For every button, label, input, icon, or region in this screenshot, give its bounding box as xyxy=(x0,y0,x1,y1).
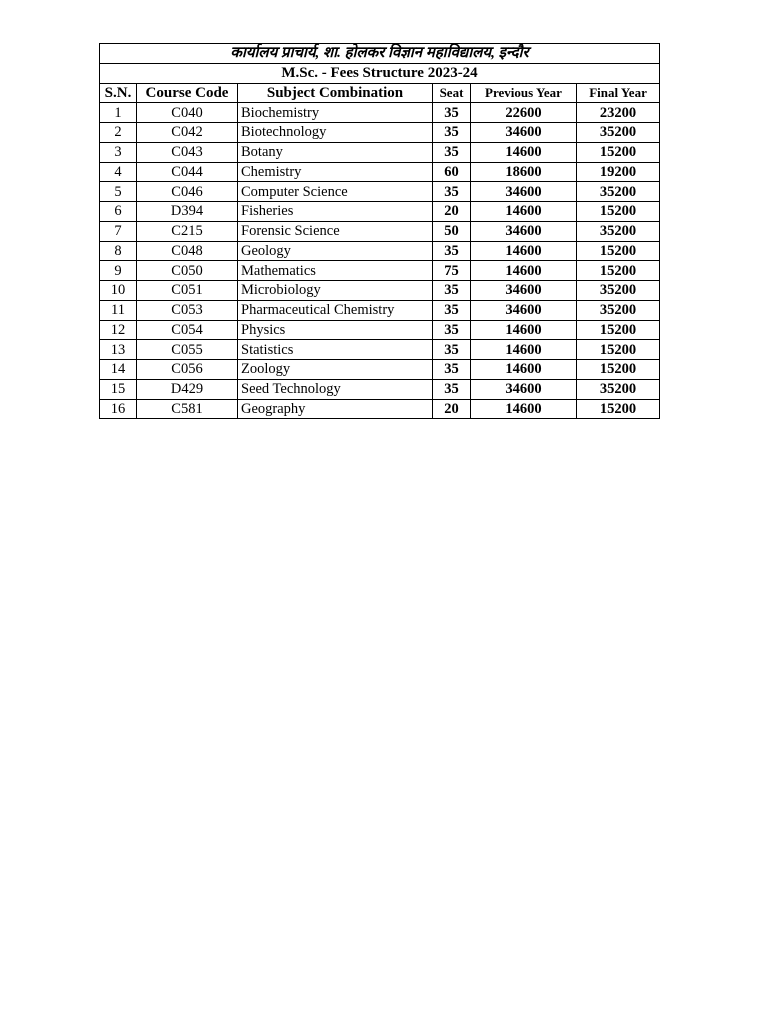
subtitle-row xyxy=(100,63,660,83)
cell-subject: Zoology xyxy=(238,360,433,380)
cell-subject: Chemistry xyxy=(238,162,433,182)
cell-course-code: C581 xyxy=(137,399,238,419)
cell-sn: 10 xyxy=(100,281,137,301)
cell-subject: Botany xyxy=(238,142,433,162)
cell-course-code: C215 xyxy=(137,221,238,241)
cell-final-year-fee: 35200 xyxy=(577,221,660,241)
cell-final-year-fee: 35200 xyxy=(577,182,660,202)
cell-final-year-fee: 23200 xyxy=(577,103,660,123)
cell-seat: 35 xyxy=(433,281,471,301)
header-final-year: Final Year xyxy=(577,83,660,103)
header-row xyxy=(100,83,660,103)
header-sn: S.N. xyxy=(100,83,137,103)
cell-final-year-fee: 15200 xyxy=(577,142,660,162)
cell-seat: 35 xyxy=(433,360,471,380)
table-row xyxy=(100,300,660,320)
cell-previous-year-fee: 34600 xyxy=(471,281,577,301)
cell-previous-year-fee: 14600 xyxy=(471,142,577,162)
cell-subject: Fisheries xyxy=(238,202,433,222)
cell-seat: 35 xyxy=(433,182,471,202)
table-row xyxy=(100,162,660,182)
cell-final-year-fee: 35200 xyxy=(577,379,660,399)
cell-sn: 13 xyxy=(100,340,137,360)
cell-sn: 9 xyxy=(100,261,137,281)
cell-seat: 35 xyxy=(433,340,471,360)
cell-final-year-fee: 15200 xyxy=(577,261,660,281)
fees-structure-heading: M.Sc. - Fees Structure 2023-24 xyxy=(100,63,660,83)
table-row xyxy=(100,281,660,301)
table-row xyxy=(100,379,660,399)
cell-subject: Forensic Science xyxy=(238,221,433,241)
cell-subject: Seed Technology xyxy=(238,379,433,399)
cell-seat: 60 xyxy=(433,162,471,182)
cell-course-code: C053 xyxy=(137,300,238,320)
cell-subject: Pharmaceutical Chemistry xyxy=(238,300,433,320)
cell-seat: 20 xyxy=(433,202,471,222)
table-row xyxy=(100,360,660,380)
cell-final-year-fee: 15200 xyxy=(577,320,660,340)
header-subject-combination: Subject Combination xyxy=(238,83,433,103)
header-course-code: Course Code xyxy=(137,83,238,103)
cell-seat: 35 xyxy=(433,300,471,320)
title-row xyxy=(100,44,660,64)
cell-seat: 20 xyxy=(433,399,471,419)
cell-seat: 35 xyxy=(433,142,471,162)
cell-seat: 35 xyxy=(433,379,471,399)
cell-sn: 6 xyxy=(100,202,137,222)
table-row xyxy=(100,340,660,360)
header-previous-year: Previous Year xyxy=(471,83,577,103)
cell-final-year-fee: 15200 xyxy=(577,202,660,222)
cell-previous-year-fee: 34600 xyxy=(471,221,577,241)
table-body xyxy=(100,103,660,419)
table-row xyxy=(100,261,660,281)
cell-sn: 16 xyxy=(100,399,137,419)
cell-previous-year-fee: 34600 xyxy=(471,300,577,320)
cell-sn: 3 xyxy=(100,142,137,162)
cell-course-code: C042 xyxy=(137,123,238,143)
cell-sn: 1 xyxy=(100,103,137,123)
fees-structure-table xyxy=(99,43,660,419)
table-row xyxy=(100,221,660,241)
table-row xyxy=(100,399,660,419)
cell-previous-year-fee: 14600 xyxy=(471,360,577,380)
cell-subject: Geology xyxy=(238,241,433,261)
cell-sn: 2 xyxy=(100,123,137,143)
cell-seat: 35 xyxy=(433,320,471,340)
cell-subject: Geography xyxy=(238,399,433,419)
office-title: कार्यालय प्राचार्य, शा. होलकर विज्ञान महाविद्यालय, इन्दौर xyxy=(100,44,660,64)
cell-seat: 35 xyxy=(433,103,471,123)
cell-course-code: C051 xyxy=(137,281,238,301)
cell-course-code: C050 xyxy=(137,261,238,281)
table-row xyxy=(100,142,660,162)
cell-previous-year-fee: 18600 xyxy=(471,162,577,182)
table-row xyxy=(100,241,660,261)
cell-seat: 35 xyxy=(433,123,471,143)
cell-course-code: C043 xyxy=(137,142,238,162)
table-row xyxy=(100,182,660,202)
table-row xyxy=(100,320,660,340)
cell-final-year-fee: 15200 xyxy=(577,340,660,360)
cell-sn: 14 xyxy=(100,360,137,380)
cell-course-code: C056 xyxy=(137,360,238,380)
cell-sn: 8 xyxy=(100,241,137,261)
cell-previous-year-fee: 14600 xyxy=(471,399,577,419)
cell-final-year-fee: 15200 xyxy=(577,360,660,380)
cell-previous-year-fee: 34600 xyxy=(471,379,577,399)
cell-sn: 4 xyxy=(100,162,137,182)
table-row xyxy=(100,123,660,143)
cell-sn: 7 xyxy=(100,221,137,241)
cell-final-year-fee: 15200 xyxy=(577,399,660,419)
cell-final-year-fee: 35200 xyxy=(577,123,660,143)
cell-subject: Microbiology xyxy=(238,281,433,301)
cell-previous-year-fee: 22600 xyxy=(471,103,577,123)
cell-sn: 12 xyxy=(100,320,137,340)
table-row xyxy=(100,202,660,222)
cell-course-code: D429 xyxy=(137,379,238,399)
cell-course-code: C044 xyxy=(137,162,238,182)
cell-subject: Biochemistry xyxy=(238,103,433,123)
cell-subject: Computer Science xyxy=(238,182,433,202)
cell-course-code: C048 xyxy=(137,241,238,261)
cell-subject: Biotechnology xyxy=(238,123,433,143)
cell-course-code: C040 xyxy=(137,103,238,123)
cell-sn: 15 xyxy=(100,379,137,399)
cell-previous-year-fee: 14600 xyxy=(471,202,577,222)
table-row xyxy=(100,103,660,123)
cell-final-year-fee: 35200 xyxy=(577,281,660,301)
cell-subject: Statistics xyxy=(238,340,433,360)
cell-final-year-fee: 35200 xyxy=(577,300,660,320)
cell-previous-year-fee: 14600 xyxy=(471,261,577,281)
cell-final-year-fee: 19200 xyxy=(577,162,660,182)
cell-course-code: D394 xyxy=(137,202,238,222)
cell-course-code: C055 xyxy=(137,340,238,360)
cell-final-year-fee: 15200 xyxy=(577,241,660,261)
cell-previous-year-fee: 14600 xyxy=(471,320,577,340)
cell-previous-year-fee: 34600 xyxy=(471,182,577,202)
cell-seat: 35 xyxy=(433,241,471,261)
cell-subject: Physics xyxy=(238,320,433,340)
cell-course-code: C046 xyxy=(137,182,238,202)
header-seat: Seat xyxy=(433,83,471,103)
cell-previous-year-fee: 34600 xyxy=(471,123,577,143)
cell-seat: 50 xyxy=(433,221,471,241)
cell-previous-year-fee: 14600 xyxy=(471,241,577,261)
cell-sn: 11 xyxy=(100,300,137,320)
cell-subject: Mathematics xyxy=(238,261,433,281)
cell-course-code: C054 xyxy=(137,320,238,340)
cell-seat: 75 xyxy=(433,261,471,281)
cell-previous-year-fee: 14600 xyxy=(471,340,577,360)
cell-sn: 5 xyxy=(100,182,137,202)
